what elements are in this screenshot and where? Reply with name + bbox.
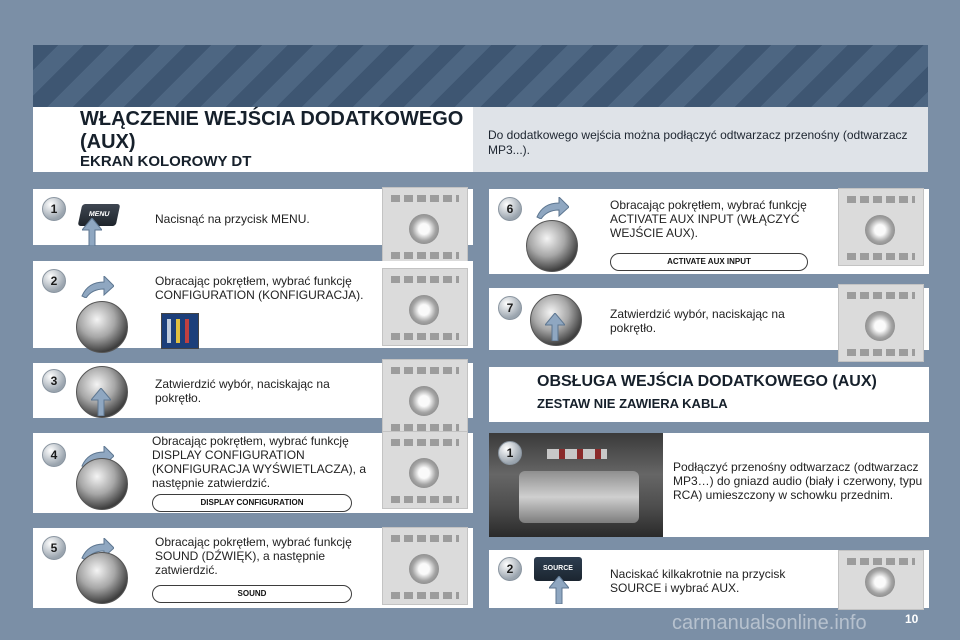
radio-panel-illustration [838, 550, 924, 610]
knob-icon [76, 301, 128, 353]
step-number-badge: 7 [498, 296, 522, 320]
menu-option-pill: ACTIVATE AUX INPUT [610, 253, 808, 271]
step-number-badge: 1 [42, 197, 66, 221]
step-text-5: Obracając pokrętłem, wybrać funkcję SOUND (DŹWIĘK), a następnie zatwierdzić. [155, 535, 352, 577]
press-arrow-icon [82, 218, 102, 246]
knob-icon [76, 552, 128, 604]
step-text-2: Obracając pokrętłem, wybrać funkcję CONFIGURATION (KONFIGURACJA). [155, 274, 364, 302]
step-number-badge: 1 [498, 441, 522, 465]
rotate-arrow-icon [80, 276, 114, 298]
step-number-badge: 6 [498, 197, 522, 221]
radio-panel-illustration [382, 527, 468, 605]
step-text-3: Zatwierdzić wybór, naciskając na pokrętło. [155, 377, 330, 405]
section-title: OBSŁUGA WEJŚCIA DODATKOWEGO (AUX) [537, 373, 877, 390]
step-text-7: Zatwierdzić wybór, naciskając na pokrętło. [610, 307, 785, 335]
menu-button-illustration: MENU [78, 204, 121, 226]
intro-text: Do dodatkowego wejścia można podłączyć odtwarzacz przenośny (odtwarzacz MP3...). [488, 128, 908, 157]
section-subtitle: ZESTAW NIE ZAWIERA KABLA [537, 396, 728, 411]
rotate-arrow-icon [535, 197, 569, 219]
menu-option-pill: DISPLAY CONFIGURATION [152, 494, 352, 512]
press-arrow-icon [545, 313, 565, 341]
page-number: 10 [905, 612, 919, 626]
page-subtitle: EKRAN KOLOROWY DT [80, 153, 252, 170]
step-text-1: Nacisnąć na przycisk MENU. [155, 212, 310, 226]
radio-panel-illustration [838, 284, 924, 362]
page-title: WŁĄCZENIE WEJŚCIA DODATKOWEGO (AUX) [80, 108, 464, 153]
watermark: carmanualsonline.info [672, 612, 867, 634]
source-button-illustration: SOURCE [534, 557, 582, 581]
step-number-badge: 2 [498, 557, 522, 581]
step-number-badge: 5 [42, 536, 66, 560]
radio-panel-illustration [382, 431, 468, 509]
decorative-header-band [33, 45, 928, 107]
aux-step-text-2: Naciskać kilkakrotnie na przycisk SOURCE i wybrać AUX. [610, 567, 786, 595]
press-arrow-icon [549, 576, 569, 604]
step-number-badge: 3 [42, 369, 66, 393]
step-text-4: Obracając pokrętłem, wybrać funkcję DISPLAY CONFIGURATION (KONFIGURACJA WYŚWIETLACZA), a następnie zatwierdzić. [152, 434, 367, 490]
radio-panel-illustration [382, 268, 468, 346]
press-arrow-icon [91, 388, 111, 416]
radio-panel-illustration [382, 187, 468, 265]
step-number-badge: 2 [42, 269, 66, 293]
knob-icon [76, 458, 128, 510]
knob-icon [526, 220, 578, 272]
step-text-6: Obracając pokrętłem, wybrać funkcję ACTIVATE AUX INPUT (WŁĄCZYĆ WEJŚCIE AUX). [610, 198, 807, 240]
radio-panel-illustration [382, 359, 468, 437]
radio-panel-illustration [838, 188, 924, 266]
configuration-icon [161, 313, 199, 349]
aux-step-text-1: Podłączyć przenośny odtwarzacz (odtwarzacz MP3…) do gniazd audio (biały i czerwony, typu RCA) umieszczony w schowku przednim. [673, 460, 923, 502]
menu-option-pill: SOUND [152, 585, 352, 603]
step-number-badge: 4 [42, 443, 66, 467]
